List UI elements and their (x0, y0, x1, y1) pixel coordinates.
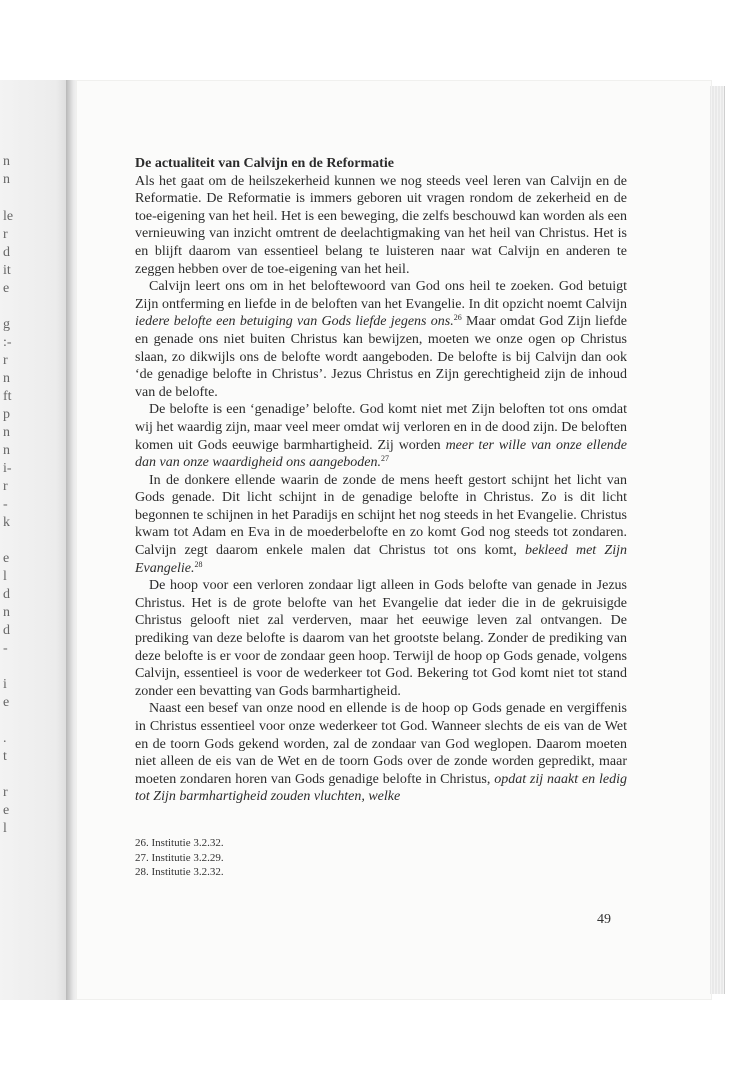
paragraph-5: De hoop voor een verloren zondaar ligt alleen in Gods belofte van genade in Jezus Christus. Het is de grote belofte van het Evangelie dat ieder die in de gekruisigde Christus gelooft niet zal verderven, maar het eeuwige leven zal ontvangen. De prediking van deze belofte is daarom van het grootste belang. Zonder de prediking van deze belofte is er voor de zondaar geen hoop. Terwijl de hoop op Gods genade, volgens Calvijn, essentieel is voor de wederkeer tot God. Bekering tot God komt niet tot stand zonder een bevatting van Gods barmhartigheid. (135, 578, 627, 699)
italic-quote: opdat zij naakt en ledig tot Zijn barmhartigheid zouden vluchten, welke (135, 771, 627, 805)
edge-glyph: r (3, 479, 8, 494)
text-run: Maar omdat God Zijn liefde en genade ons niet buiten Christus kan bewijzen, moeten we onze ogen op Christus slaan, zo dikwijls ons de belofte wordt aangeboden. De belofte is bij Calvijn dan ook ‘de genadige belofte in Christus’. Jezus Christus en Zijn gerechtigheid zijn de inhoud van de belofte. (135, 314, 628, 400)
footnote-27: 27. Institutie 3.2.29. (135, 851, 224, 864)
edge-glyph: g (3, 317, 10, 332)
edge-glyph: n (3, 172, 10, 187)
edge-glyph: i (3, 677, 7, 692)
footnote-ref-27: 27 (381, 454, 390, 464)
edge-glyph: d (3, 623, 10, 638)
edge-glyph: p (3, 407, 10, 422)
edge-glyph: e (3, 281, 10, 296)
edge-glyph: n (3, 425, 10, 440)
footnote-ref-28: 28 (194, 559, 203, 569)
paragraph-1: Als het gaat om de heilszekerheid kunnen we nog steeds veel leren van Calvijn en de Reformatie. De Reformatie is immers geboren uit vragen rondom de zekerheid en de toe-eigening van het heil. Het is een beweging, die zelfs beschouwd kan worden als een vernieuwing van inzicht omtrent de deelachtigmaking van het heil van Christus. Het is en blijft daarom van essentieel belang te luisteren naar wat Calvijn en anderen te zeggen hebben over de toe-eigening van het heil. (135, 173, 627, 277)
edge-glyph: e (3, 551, 10, 566)
italic-quote: bekleed met Zijn Evangelie. (135, 543, 627, 576)
section-heading: De actualiteit van Calvijn en de Reformatie (135, 156, 394, 171)
edge-glyph: le (3, 209, 14, 224)
edge-glyph: it (3, 263, 11, 278)
edge-glyph: n (3, 443, 10, 458)
edge-glyph: l (3, 569, 7, 584)
text-run: Naast een besef van onze nood en ellende is de hoop op Gods genade en vergiffenis in Christus essentieel voor onze wederkeer tot God. Wanneer slechts de eis van de Wet en de toorn Gods gekend worden, zal de zondaar van God weglopen. Daarom moeten niet alleen de eis van de Wet en de toorn Gods over de zonde worden gepredikt, maar moeten zondaren horen van Gods genadige belofte in Christus, (135, 701, 627, 787)
edge-glyph: n (3, 154, 10, 169)
edge-glyph: - (3, 641, 8, 656)
edge-glyph: e (3, 695, 10, 710)
footnote-28: 28. Institutie 3.2.32. (135, 866, 224, 878)
page-number: 49 (597, 912, 611, 927)
edge-glyph: e (3, 803, 10, 818)
edge-glyph: . (3, 731, 7, 746)
footnote-26: 26. Institutie 3.2.32. (135, 837, 224, 849)
page-block-edge (710, 86, 725, 994)
edge-glyph: d (3, 587, 10, 602)
text-run: De belofte is een ‘genadige’ belofte. God komt niet met Zijn beloften tot ons omdat wij het waardig zijn, maar veel meer omdat wij verloren en in de dood zijn. De beloften komen uit Gods eeuwige barmhartigheid. Zij worden (135, 402, 627, 453)
paragraph-2 (135, 278, 627, 401)
paragraph-3 (135, 401, 627, 471)
paragraph-6 (135, 700, 627, 806)
italic-quote: meer ter wille van onze ellende dan van onze waardigheid ons aangeboden. (135, 437, 627, 471)
edge-glyph: l (3, 821, 7, 836)
paragraph-4 (135, 472, 627, 578)
page-body (135, 155, 627, 806)
italic-quote: iedere belofte een betuiging van Gods liefde jegens ons. (135, 314, 454, 330)
edge-glyph: t (3, 749, 7, 764)
footnote-ref-26: 26 (453, 313, 462, 323)
edge-glyph: d (3, 245, 10, 260)
edge-glyph: n (3, 605, 10, 620)
edge-glyph: k (3, 515, 10, 530)
text-run: Calvijn leert ons om in het beloftewoord van God ons heil te zoeken. God betuigt Zijn ontferming en liefde in de beloften van het Evangelie. In dit opzicht noemt Calvijn (135, 279, 627, 312)
edge-glyph: ft (3, 389, 12, 404)
footnotes (135, 836, 435, 880)
text-run: In de donkere ellende waarin de zonde de mens heeft gestort schijnt het licht van Gods genade. Dit licht schijnt in de genadige belofte in Christus. Zo is dit licht begonnen te schijnen in het Paradijs en schijnt het nog steeds in het Evangelie. Christus kwam tot Adam en Eva in de moederbelofte en zo komt God nog steeds tot zondaren. Calvijn zegt daarom enkele malen dat Christus tot ons komt, (135, 472, 627, 559)
edge-glyph: r (3, 227, 8, 242)
edge-glyph: i- (3, 461, 12, 476)
edge-glyph: - (3, 497, 8, 512)
edge-glyph: r (3, 353, 8, 368)
edge-glyph: r (3, 785, 8, 800)
edge-glyph: n (3, 371, 10, 386)
edge-glyph: :- (3, 335, 12, 350)
